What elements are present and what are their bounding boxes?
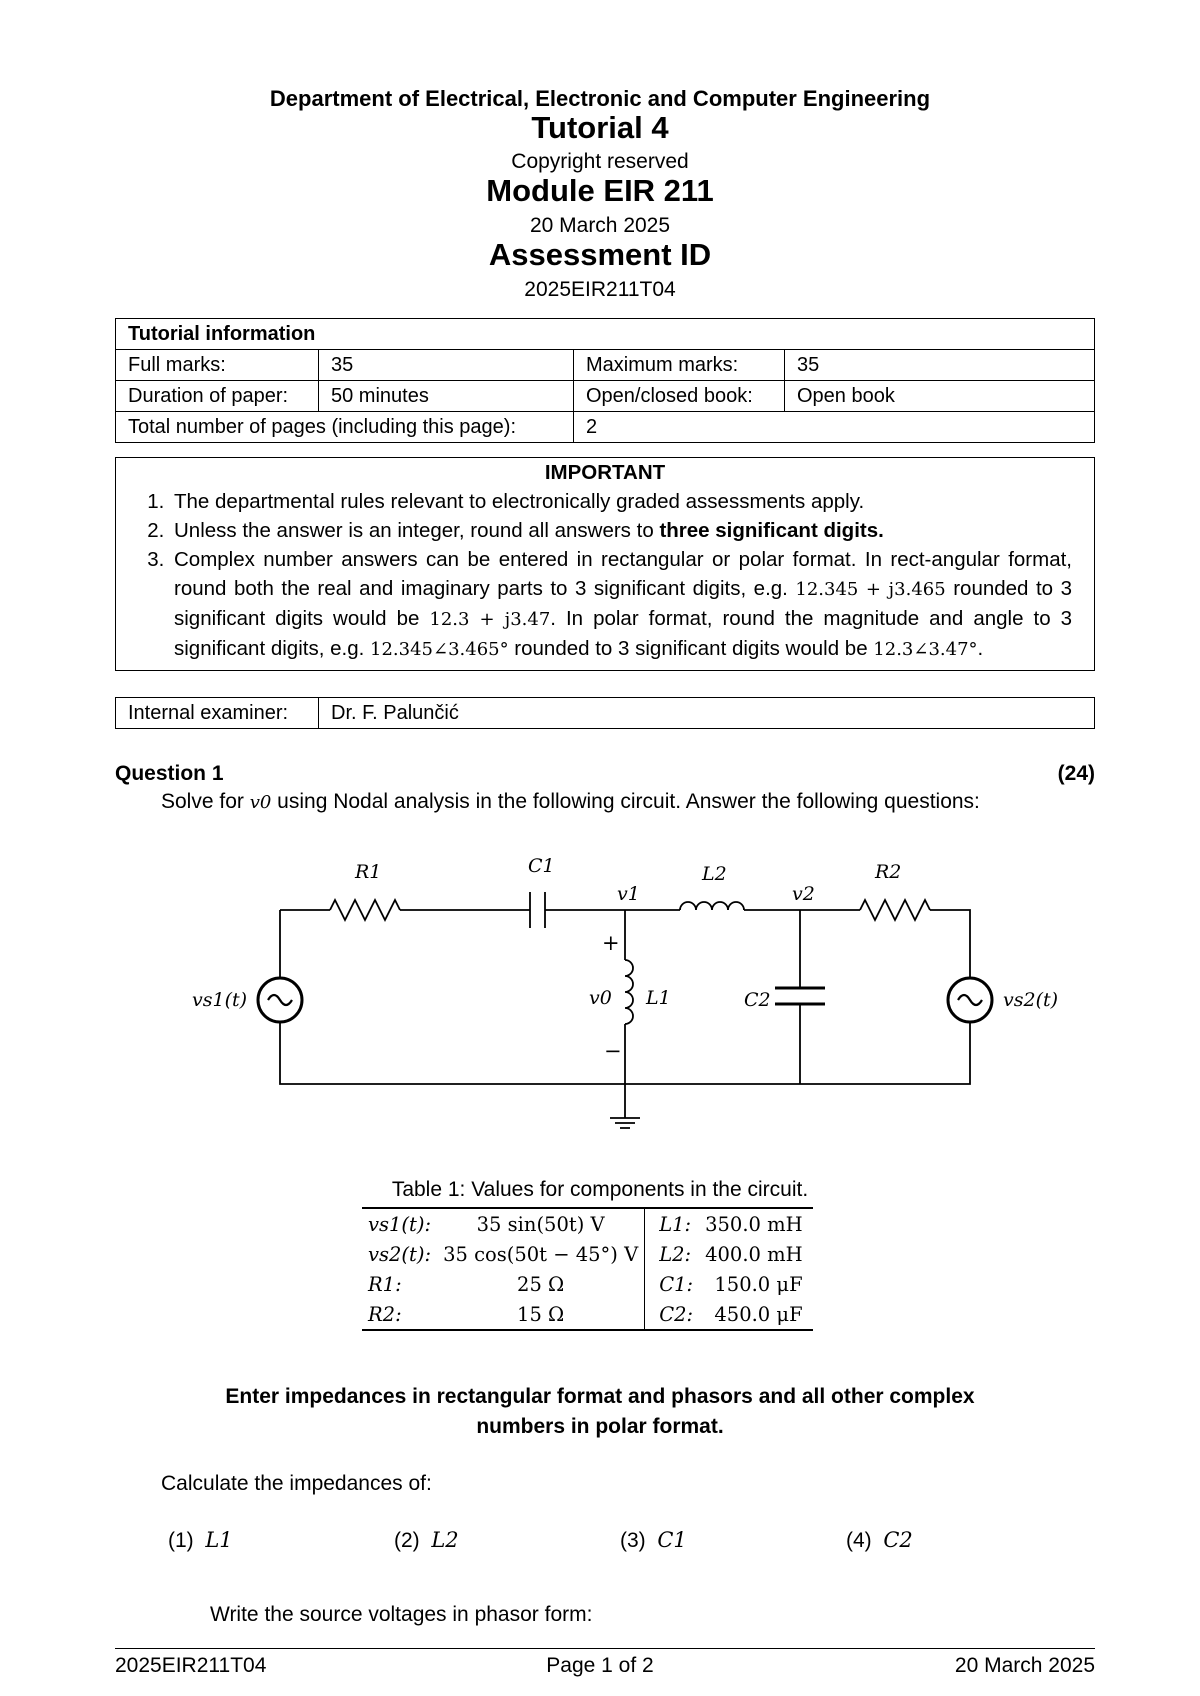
info-heading: Tutorial information	[116, 319, 1095, 350]
item-1-number: (1)	[168, 1529, 194, 1552]
item-2-symbol: L2	[431, 1528, 459, 1552]
rule-3-text-d: rounded to 3 significant digits would be	[508, 637, 874, 660]
important-rules	[116, 487, 1094, 664]
label-l2: L2	[702, 863, 727, 885]
format-instruction-line-2: numbers in polar format.	[476, 1415, 724, 1438]
footer-left: 2025EIR211T04	[115, 1654, 267, 1677]
impedance-item-2	[394, 1528, 459, 1553]
cell-symbol: C1:	[659, 1272, 694, 1296]
footer-rule	[115, 1648, 1095, 1649]
duration-label: Duration of paper:	[116, 381, 319, 412]
label-minus: −	[604, 1039, 622, 1063]
format-instruction	[0, 1382, 1200, 1442]
label-r2: R2	[875, 861, 902, 883]
rule-3	[170, 545, 1094, 664]
phasor-prompt: Write the source voltages in phasor form:	[210, 1603, 593, 1626]
assessment-id: 2025EIR211T04	[524, 278, 676, 301]
rule-3-text-b: rounded to 3 significant digits would be	[174, 577, 1073, 630]
item-1-symbol: L1	[205, 1528, 233, 1552]
cell-symbol: C2:	[645, 1299, 699, 1330]
label-r1: R1	[355, 861, 382, 883]
source-vs2-wave	[958, 995, 982, 1005]
table-row	[362, 1299, 813, 1330]
examiner-name: Dr. F. Palunčić	[319, 698, 1095, 729]
table-row	[362, 1208, 813, 1239]
rule-3-text-a: Complex number answers can be entered in rectangular or polar format. In rect-angular format, round both the real and imaginary parts to 3 significant digits, e.g.	[174, 548, 1072, 600]
item-2-number: (2)	[394, 1529, 420, 1552]
cell-symbol: R2:	[362, 1299, 437, 1330]
tutorial-info-table	[115, 318, 1095, 443]
table-row	[362, 1239, 813, 1269]
cell-symbol: R1:	[368, 1272, 402, 1296]
important-box	[115, 457, 1095, 671]
max-marks-value: 35	[785, 350, 1095, 381]
impedance-item-3	[620, 1528, 687, 1553]
question-1-variable: v0	[249, 792, 272, 813]
examiner-label: Internal examiner:	[116, 698, 319, 729]
pages-label: Total number of pages (including this page):	[116, 412, 574, 443]
max-marks-label: Maximum marks:	[574, 350, 785, 381]
cell-symbol: vs1(t):	[362, 1208, 437, 1239]
source-vs1-wave	[268, 995, 292, 1005]
label-vs2: vs2(t)	[1003, 989, 1059, 1011]
table-1-caption: Table 1: Values for components in the circuit.	[391, 1178, 809, 1201]
copyright-text: Copyright reserved	[511, 150, 689, 173]
item-4-number: (4)	[846, 1529, 872, 1552]
impedance-item-1	[168, 1528, 233, 1553]
label-plus: +	[602, 931, 620, 955]
circuit-diagram	[0, 840, 1200, 1130]
calc-impedances-prompt: Calculate the impedances of:	[161, 1472, 432, 1495]
format-instruction-line-1: Enter impedances in rectangular format and phasors and all other complex	[225, 1385, 975, 1408]
module-title: Module EIR 211	[486, 173, 714, 208]
cell-symbol: vs2(t):	[368, 1242, 432, 1266]
resistor-r2	[860, 900, 930, 920]
full-marks-label: Full marks:	[116, 350, 319, 381]
item-3-number: (3)	[620, 1529, 646, 1552]
full-marks-value: 35	[319, 350, 574, 381]
label-l1: L1	[646, 987, 671, 1009]
rule-2-text: Unless the answer is an integer, round all answers to	[174, 519, 660, 542]
rule-3-text-c: . In polar format, round the magnitude and angle to 3 significant digits, e.g.	[174, 607, 1072, 660]
component-values-table	[362, 1207, 813, 1331]
assessment-label: Assessment ID	[488, 237, 712, 272]
cell-value: 450.0 μF	[699, 1299, 813, 1330]
rule-1-text: The departmental rules relevant to electronically graded assessments apply.	[174, 490, 865, 513]
cell-value: 35 cos(50t − 45°) V	[437, 1239, 645, 1269]
wire-right-top	[930, 910, 970, 978]
cell-value: 35 sin(50t) V	[437, 1208, 645, 1239]
question-1-text	[161, 790, 980, 814]
item-3-symbol: C1	[657, 1528, 687, 1552]
rule-2-emphasis: three significant digits.	[659, 519, 884, 542]
question-1-title: Question 1	[115, 762, 224, 785]
cell-value: 400.0 mH	[705, 1242, 803, 1266]
footer-right: 20 March 2025	[954, 1654, 1095, 1677]
label-c2: C2	[744, 989, 771, 1011]
rule-1	[170, 487, 1094, 516]
capacitor-c2	[775, 988, 825, 1004]
tutorial-title: Tutorial 4	[531, 110, 669, 145]
cell-value: 350.0 mH	[699, 1208, 813, 1239]
cell-value: 150.0 μF	[714, 1272, 803, 1296]
label-v1: v1	[617, 883, 640, 905]
question-1-heading	[115, 762, 1095, 786]
rule-3-example-3: 12.345∠3.465°	[370, 639, 509, 660]
pages-value: 2	[574, 412, 1095, 443]
item-4-symbol: C2	[883, 1528, 913, 1552]
rule-2	[170, 516, 1094, 545]
examiner-table	[115, 697, 1095, 729]
cell-symbol: L1:	[645, 1208, 699, 1239]
book-label: Open/closed book:	[574, 381, 785, 412]
cell-symbol: L2:	[659, 1242, 692, 1266]
rule-3-example-1: 12.345 + j3.465	[795, 579, 946, 600]
capacitor-c1	[530, 892, 545, 928]
inductor-l2	[680, 902, 744, 910]
question-1-marks: (24)	[1057, 762, 1095, 785]
header-date: 20 March 2025	[529, 214, 671, 237]
resistor-r1	[330, 900, 400, 920]
label-vs1: vs1(t)	[192, 989, 248, 1011]
rule-3-example-4: 12.3∠3.47°	[873, 639, 978, 660]
duration-value: 50 minutes	[319, 381, 574, 412]
label-v2: v2	[792, 883, 815, 905]
label-c1: C1	[528, 855, 555, 877]
table-row	[362, 1269, 813, 1299]
impedance-item-4	[846, 1528, 913, 1553]
label-v0: v0	[589, 987, 612, 1009]
inductor-l1	[625, 960, 633, 1024]
important-title: IMPORTANT	[544, 461, 666, 484]
cell-value: 15 Ω	[437, 1299, 645, 1330]
footer-page-number: Page 1 of 2	[546, 1654, 654, 1677]
book-value: Open book	[785, 381, 1095, 412]
rule-3-example-2: 12.3 + j3.47	[429, 609, 551, 630]
rule-3-text-e: .	[977, 637, 984, 660]
cell-value: 25 Ω	[437, 1269, 645, 1299]
question-1-text-a: Solve for	[161, 790, 250, 813]
department-name: Department of Electrical, Electronic and Computer Engineering	[269, 86, 931, 111]
question-1-text-b: using Nodal analysis in the following circuit. Answer the following questions:	[271, 790, 980, 813]
ground-symbol	[610, 1118, 640, 1128]
